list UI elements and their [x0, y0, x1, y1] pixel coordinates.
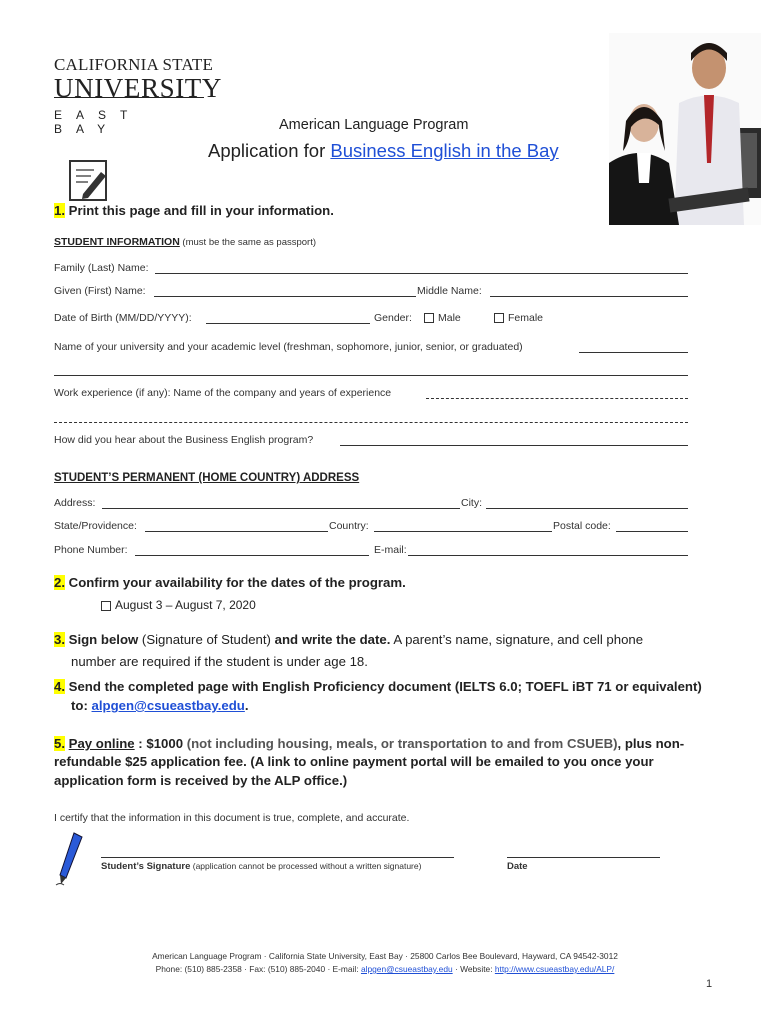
title-link[interactable]: Business English in the Bay — [330, 140, 559, 161]
male-checkbox[interactable] — [424, 313, 434, 323]
date-option[interactable]: August 3 – August 7, 2020 — [101, 598, 256, 612]
program-name: American Language Program — [279, 117, 469, 133]
address-heading: STUDENT’S PERMANENT (HOME COUNTRY) ADDRESS — [54, 472, 360, 484]
university-field[interactable] — [579, 352, 688, 353]
country-field[interactable] — [374, 531, 552, 532]
gender-label: Gender: — [374, 312, 412, 324]
alp-email-link[interactable]: alpgen@csueastbay.edu — [91, 698, 245, 713]
pen-icon — [54, 830, 86, 893]
hear-field[interactable] — [340, 445, 688, 446]
state-label: State/Providence: — [54, 520, 137, 532]
postal-label: Postal code: — [553, 520, 611, 532]
address-field[interactable] — [102, 508, 460, 509]
logo-line-1: CALIFORNIA STATE — [54, 55, 214, 74]
date-checkbox[interactable] — [101, 601, 111, 611]
phone-label: Phone Number: — [54, 544, 128, 556]
university-logo — [54, 55, 222, 136]
step-3-line-2: number are required if the student is under age 18. — [71, 654, 368, 669]
work-field-2[interactable] — [54, 422, 688, 423]
notepad-pencil-icon — [69, 160, 109, 207]
step-4-number: 4. — [54, 679, 65, 694]
dob-field[interactable] — [206, 323, 370, 324]
logo-line-2: UNIVERSITY — [54, 73, 222, 103]
address-label: Address: — [54, 497, 96, 509]
step-3: 3. Sign below (Signature of Student) and write the date. A parent’s name, signature, and cell phone — [54, 632, 644, 647]
university-field-2[interactable] — [54, 375, 688, 376]
middle-name-field[interactable] — [490, 296, 688, 297]
footer-email-link[interactable]: alpgen@csueastbay.edu — [360, 964, 453, 974]
footer-website-link[interactable]: http://www.csueastbay.edu/ALP/ — [494, 964, 615, 974]
step-4: 4. Send the completed page with English Proficiency document (IELTS 6.0; TOEFL iBT 71 or equivalent) — [54, 679, 702, 694]
footer-address: American Language Program · California State University, East Bay · 25800 Carlos Bee Boulevard, Hayward, CA 94542-3012 — [152, 951, 618, 961]
footer-contact: Phone: (510) 885-2358 · Fax: (510) 885-2040 · E-mail: alpgen@csueastbay.edu · Website: http://www.csueastbay.edu/ALP/ — [155, 964, 615, 974]
family-name-field[interactable] — [155, 273, 688, 274]
signature-label: Student’s Signature (application cannot be processed without a written signature) — [101, 861, 422, 872]
gender-male-option[interactable]: Male — [424, 312, 461, 324]
logo-line-3: EAST BAY — [54, 108, 142, 136]
step-1-text: Print this page and fill in your information. — [65, 203, 334, 218]
university-label: Name of your university and your academic level (freshman, sophomore, junior, senior, or graduated) — [54, 341, 523, 353]
title-prefix: Application for — [208, 140, 331, 161]
country-label: Country: — [329, 520, 369, 532]
date-field[interactable] — [507, 857, 660, 858]
pay-online-link[interactable]: Pay online — [68, 736, 135, 751]
given-name-label: Given (First) Name: — [54, 285, 146, 297]
step-5-line-2: refundable $25 application fee. (A link to online payment portal will be emailed to you once your — [54, 754, 654, 769]
work-field[interactable] — [426, 398, 688, 399]
state-field[interactable] — [145, 531, 328, 532]
city-field[interactable] — [486, 508, 688, 509]
phone-field[interactable] — [135, 555, 369, 556]
email-field[interactable] — [408, 555, 688, 556]
step-2: 2. Confirm your availability for the dates of the program. — [54, 575, 406, 590]
step-5-number: 5. — [54, 736, 65, 751]
date-label: Date — [507, 861, 528, 872]
step-5: 5. Pay online : $1000 (not including housing, meals, or transportation to and from CSUEB), plus non- — [54, 736, 685, 751]
signature-field[interactable] — [101, 857, 454, 858]
hear-label: How did you hear about the Business English program? — [54, 434, 314, 446]
step-2-number: 2. — [54, 575, 65, 590]
work-label: Work experience (if any): Name of the company and years of experience — [54, 387, 392, 399]
dob-label: Date of Birth (MM/DD/YYYY): — [54, 312, 192, 324]
step-1-number: 1. — [54, 203, 65, 218]
step-1 — [54, 203, 334, 218]
step-5-line-3: application form is received by the ALP office.) — [54, 773, 348, 788]
student-info-heading: STUDENT INFORMATION (must be the same as passport) — [54, 236, 317, 248]
family-name-label: Family (Last) Name: — [54, 262, 149, 274]
middle-name-label: Middle Name: — [417, 285, 482, 297]
given-name-field[interactable] — [154, 296, 416, 297]
page-number: 1 — [706, 978, 713, 990]
gender-female-option[interactable]: Female — [494, 312, 543, 324]
female-checkbox[interactable] — [494, 313, 504, 323]
city-label: City: — [461, 497, 482, 509]
step-4-line-2: to: alpgen@csueastbay.edu. — [71, 698, 249, 713]
page-title — [208, 140, 559, 162]
email-label: E-mail: — [374, 544, 407, 556]
step-3-number: 3. — [54, 632, 65, 647]
certify-statement: I certify that the information in this document is true, complete, and accurate. — [54, 812, 410, 824]
business-people-photo — [609, 33, 761, 225]
postal-field[interactable] — [616, 531, 688, 532]
